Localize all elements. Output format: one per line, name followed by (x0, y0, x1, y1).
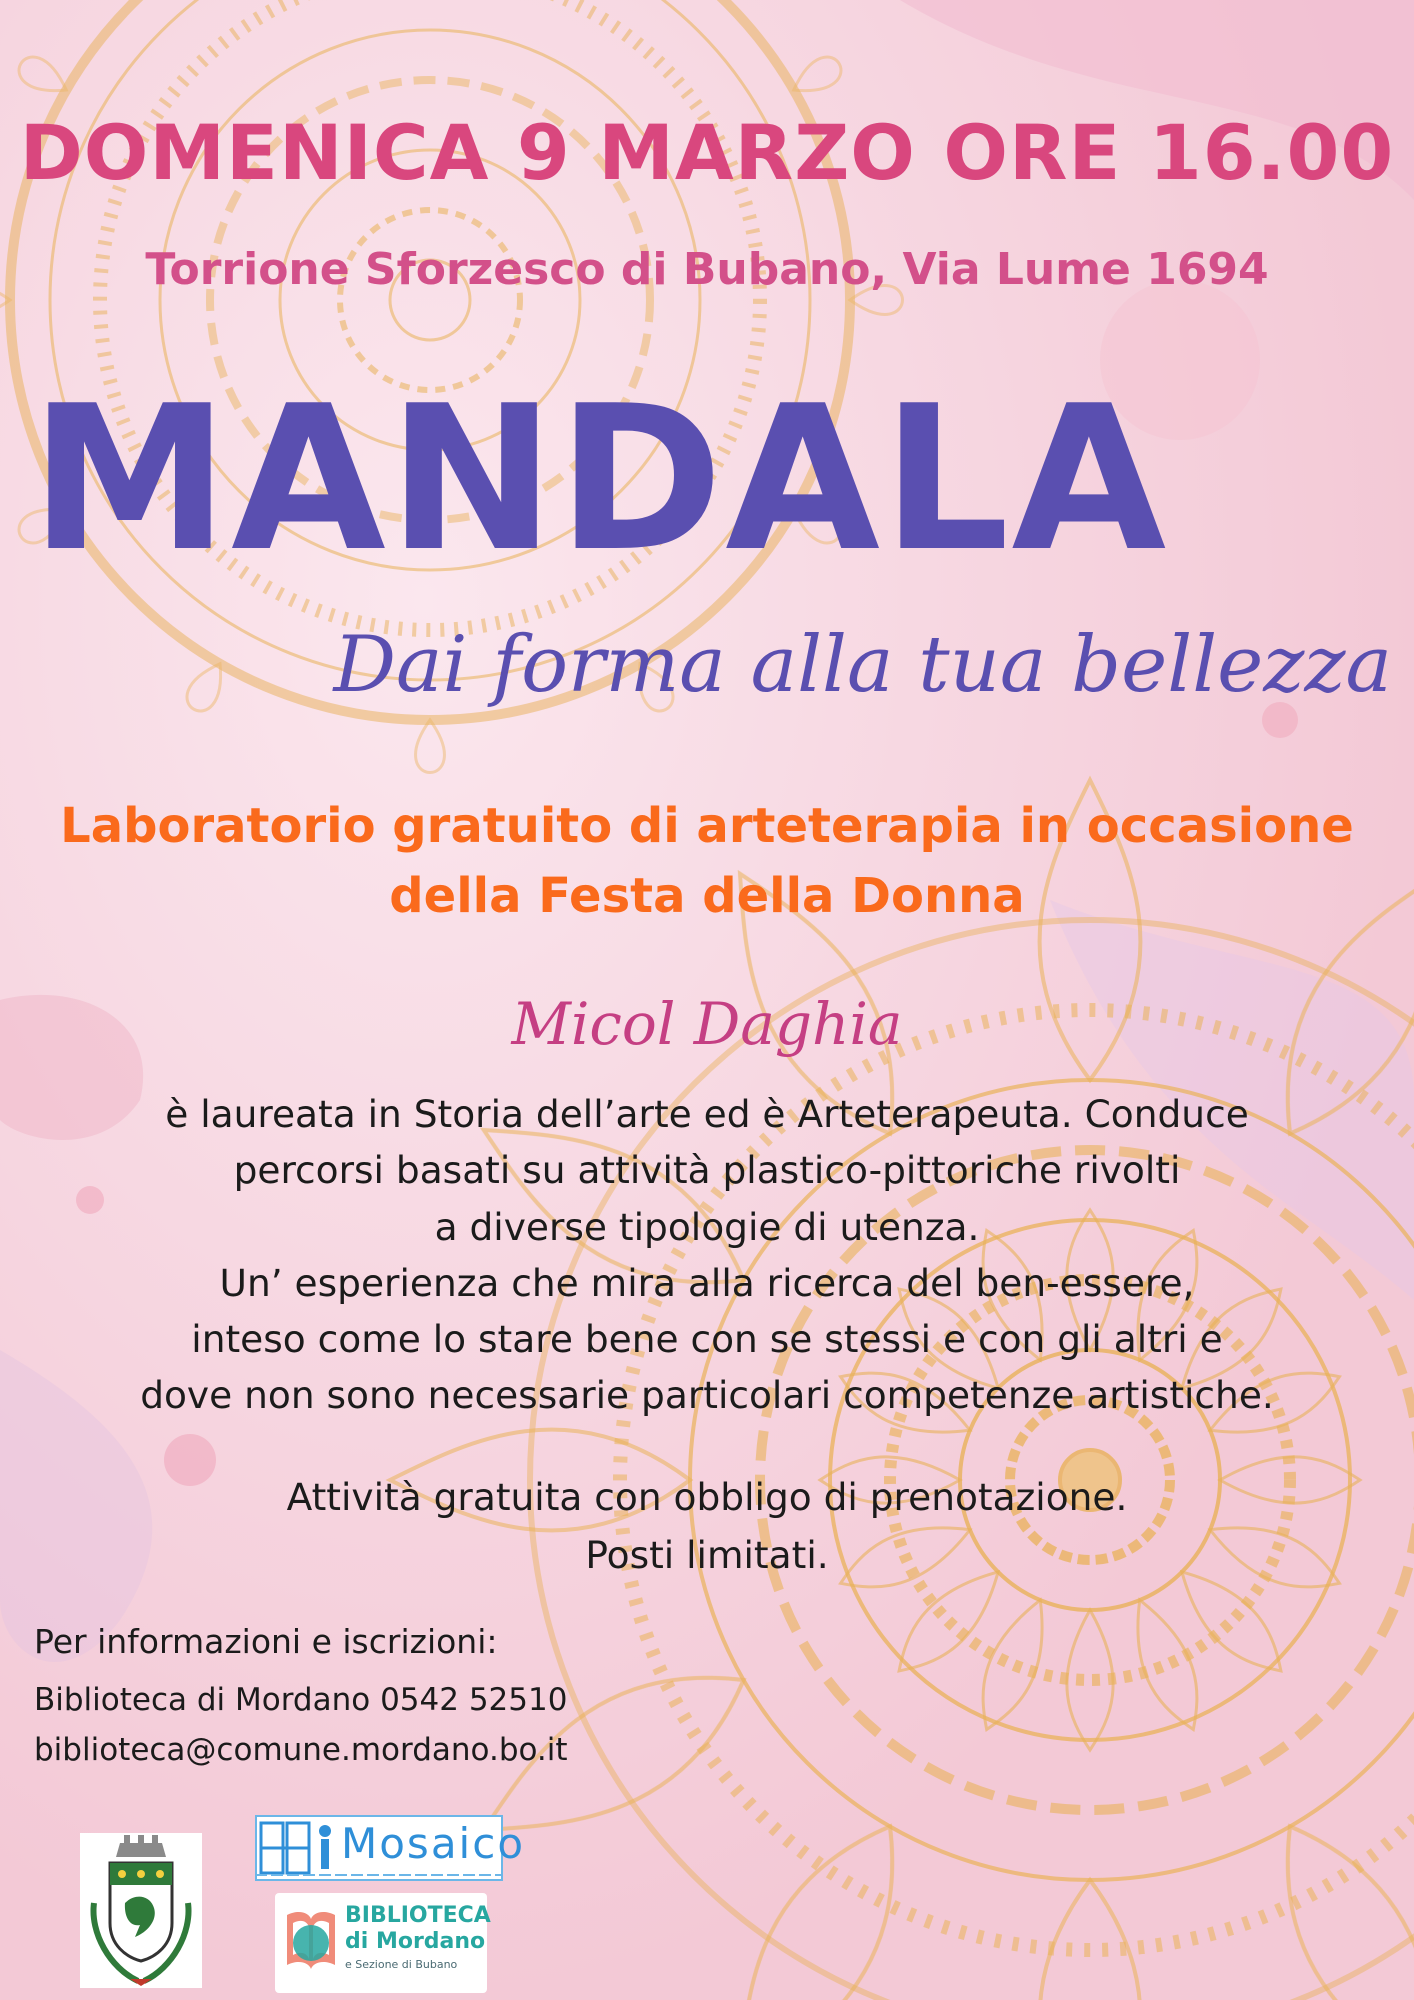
comune-crest-logo (80, 1833, 202, 1988)
bio-line: dove non sono necessarie particolari competenze artistiche. (140, 1373, 1274, 1418)
bio-line: Un’ esperienza che mira alla ricerca del ben-essere, (219, 1260, 1195, 1305)
workshop-line-1: Laboratorio gratuito di arteterapia in occasione (60, 798, 1354, 854)
contact-phone: Biblioteca di Mordano 0542 52510 (34, 1682, 568, 1718)
mosaico-wordmark: Mosaico (341, 1819, 526, 1868)
biblioteca-logo (275, 1893, 491, 1993)
biblioteca-line-2: di Mordano (345, 1929, 486, 1954)
speaker-bio (0, 1086, 1414, 1424)
main-title: MANDALA (30, 363, 1169, 596)
booking-line-1: Attività gratuita con obbligo di prenotazione. (286, 1475, 1128, 1519)
bio-line: inteso come lo stare bene con se stessi e con gli altri e (191, 1317, 1223, 1361)
contact-heading: Per informazioni e iscrizioni: (34, 1622, 498, 1661)
biblioteca-wordmark (345, 1905, 491, 1970)
workshop-line-2: della Festa della Donna (389, 867, 1025, 924)
bio-line: a diverse tipologie di utenza. (434, 1204, 980, 1249)
booking-notice (0, 1468, 1414, 1584)
biblioteca-line-1: BIBLIOTECA (345, 1903, 491, 1928)
tagline: Dai forma alla tua bellezza (333, 620, 1392, 710)
event-venue: Torrione Sforzesco di Bubano, Via Lume 1694 (145, 244, 1269, 295)
biblioteca-line-3: e Sezione di Bubano (345, 1958, 458, 1971)
event-date-time: DOMENICA 9 MARZO ORE 16.00 (19, 108, 1395, 197)
crest-icon (80, 1833, 202, 1988)
book-icon (279, 1907, 343, 1977)
workshop-description (0, 792, 1414, 931)
bio-line: è laureata in Storia dell’arte ed è Arteterapeuta. Conduce (165, 1092, 1249, 1136)
speaker-name: Micol Daghia (511, 990, 903, 1058)
booking-line-2: Posti limitati. (585, 1533, 829, 1578)
mosaico-logo (255, 1815, 526, 1881)
bio-line: percorsi basati su attività plastico-pittoriche rivolti (233, 1148, 1181, 1193)
contact-email-link[interactable]: biblioteca@comune.mordano.bo.it (34, 1732, 568, 1768)
